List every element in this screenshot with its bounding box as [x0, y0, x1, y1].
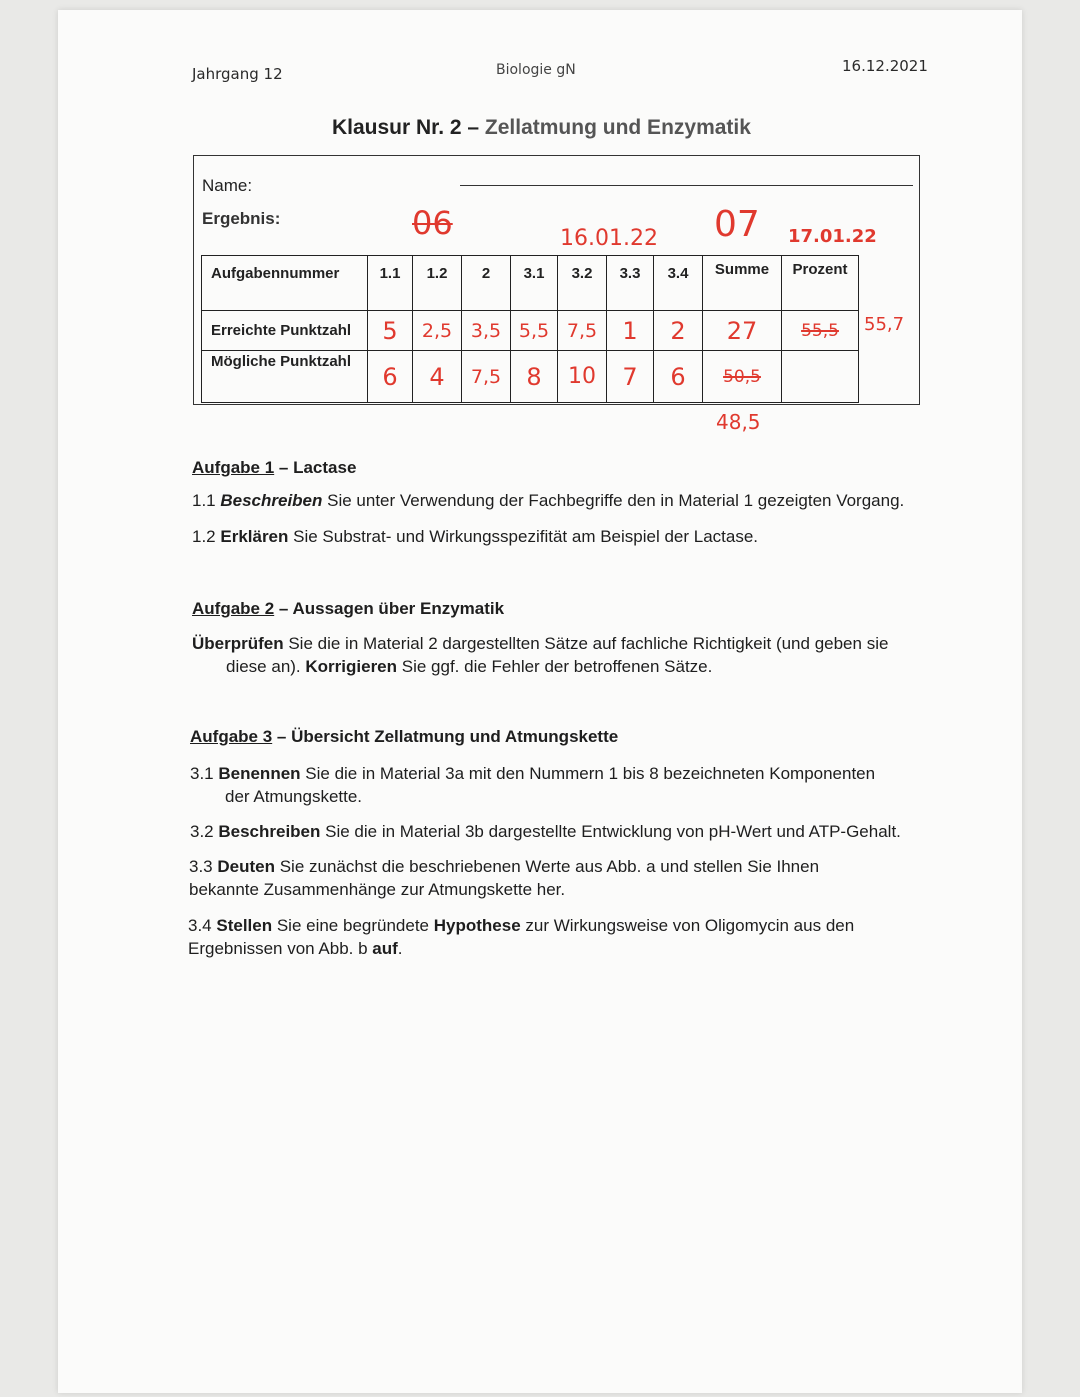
exam-date: 16.12.2021 — [842, 57, 928, 75]
column-header: 3.1 — [511, 256, 558, 311]
grade-final: 07 — [714, 204, 760, 245]
column-header: 3.4 — [654, 256, 703, 311]
table-row — [202, 256, 859, 311]
table-row — [202, 311, 859, 351]
result-label: Ergebnis: — [202, 209, 281, 228]
achieved-cell: 2,5 — [413, 311, 462, 351]
column-header: 2 — [462, 256, 511, 311]
achieved-cell: 1 — [607, 311, 654, 351]
column-header: 3.3 — [607, 256, 654, 311]
page-title: Klausur Nr. 2 – Zellatmung und Enzymatik — [332, 116, 751, 139]
column-header: 1.1 — [368, 256, 413, 311]
percent-final: 55,7 — [864, 314, 905, 335]
task-2-text: Überprüfen Sie die in Material 2 dargestellten Sätze auf fachliche Richtigkeit (und geben sie diese an). Korrigieren Sie ggf. die Fehler der betroffenen Sätze. — [192, 634, 889, 676]
achieved-cell: 7,5 — [558, 311, 607, 351]
column-header: 3.2 — [558, 256, 607, 311]
grading-date-1: 16.01.22 — [560, 226, 658, 251]
grade-crossed: 06 — [412, 204, 453, 242]
possible-cell: 7,5 — [462, 351, 511, 403]
name-label: Name: — [202, 176, 253, 195]
possible-cell: 10 — [558, 351, 607, 403]
grade-level: Jahrgang 12 — [192, 65, 283, 83]
task-3-2: 3.2 Beschreiben Sie die in Material 3b dargestellte Entwicklung von pH-Wert und ATP-Gehalt. — [190, 822, 901, 841]
possible-percent-cell — [782, 351, 859, 403]
achieved-percent-cell: 55,5 — [782, 311, 859, 351]
row-header: Mögliche Punktzahl — [202, 351, 368, 403]
task-1-1: 1.1 Beschreiben Sie unter Verwendung der Fachbegriffe den in Material 1 gezeigten Vorgang. — [192, 491, 905, 510]
task-3-heading: Aufgabe 3 – Übersicht Zellatmung und Atmungskette — [190, 727, 619, 746]
name-line — [460, 185, 913, 186]
achieved-cell: 2 — [654, 311, 703, 351]
possible-cell: 6 — [368, 351, 413, 403]
possible-cell: 4 — [413, 351, 462, 403]
column-header: 1.2 — [413, 256, 462, 311]
possible-sum-cell: 50,5 — [703, 351, 782, 403]
column-header: Summe — [703, 256, 782, 311]
achieved-sum-cell: 27 — [703, 311, 782, 351]
subject: Biologie gN — [496, 62, 576, 78]
grading-date-2: 17.01.22 — [788, 226, 877, 247]
achieved-cell: 3,5 — [462, 311, 511, 351]
task-3-1: 3.1 Benennen Sie die in Material 3a mit den Nummern 1 bis 8 bezeichneten Komponenten der Atmungskette. — [190, 764, 876, 806]
possible-cell: 7 — [607, 351, 654, 403]
task-1-heading: Aufgabe 1 – Lactase — [192, 458, 357, 477]
task-3-3: 3.3 Deuten Sie zunächst die beschriebenen Werte aus Abb. a und stellen Sie Ihnen bekannte Zusammenhänge zur Atmungskette her. — [189, 857, 820, 899]
row-header: Aufgabennummer — [202, 256, 368, 311]
achieved-cell: 5,5 — [511, 311, 558, 351]
column-header: Prozent — [782, 256, 859, 311]
sum-corrected: 48,5 — [716, 410, 761, 434]
task-2-heading: Aufgabe 2 – Aussagen über Enzymatik — [192, 599, 505, 618]
possible-cell: 8 — [511, 351, 558, 403]
achieved-cell: 5 — [368, 311, 413, 351]
score-table — [201, 255, 859, 403]
task-3-4: 3.4 Stellen Sie eine begründete Hypothese zur Wirkungsweise von Oligomycin aus den Ergebnissen von Abb. b auf. — [188, 916, 855, 958]
row-header: Erreichte Punktzahl — [202, 311, 368, 351]
table-row — [202, 351, 859, 403]
task-1-2: 1.2 Erklären Sie Substrat- und Wirkungsspezifität am Beispiel der Lactase. — [192, 527, 759, 546]
possible-cell: 6 — [654, 351, 703, 403]
